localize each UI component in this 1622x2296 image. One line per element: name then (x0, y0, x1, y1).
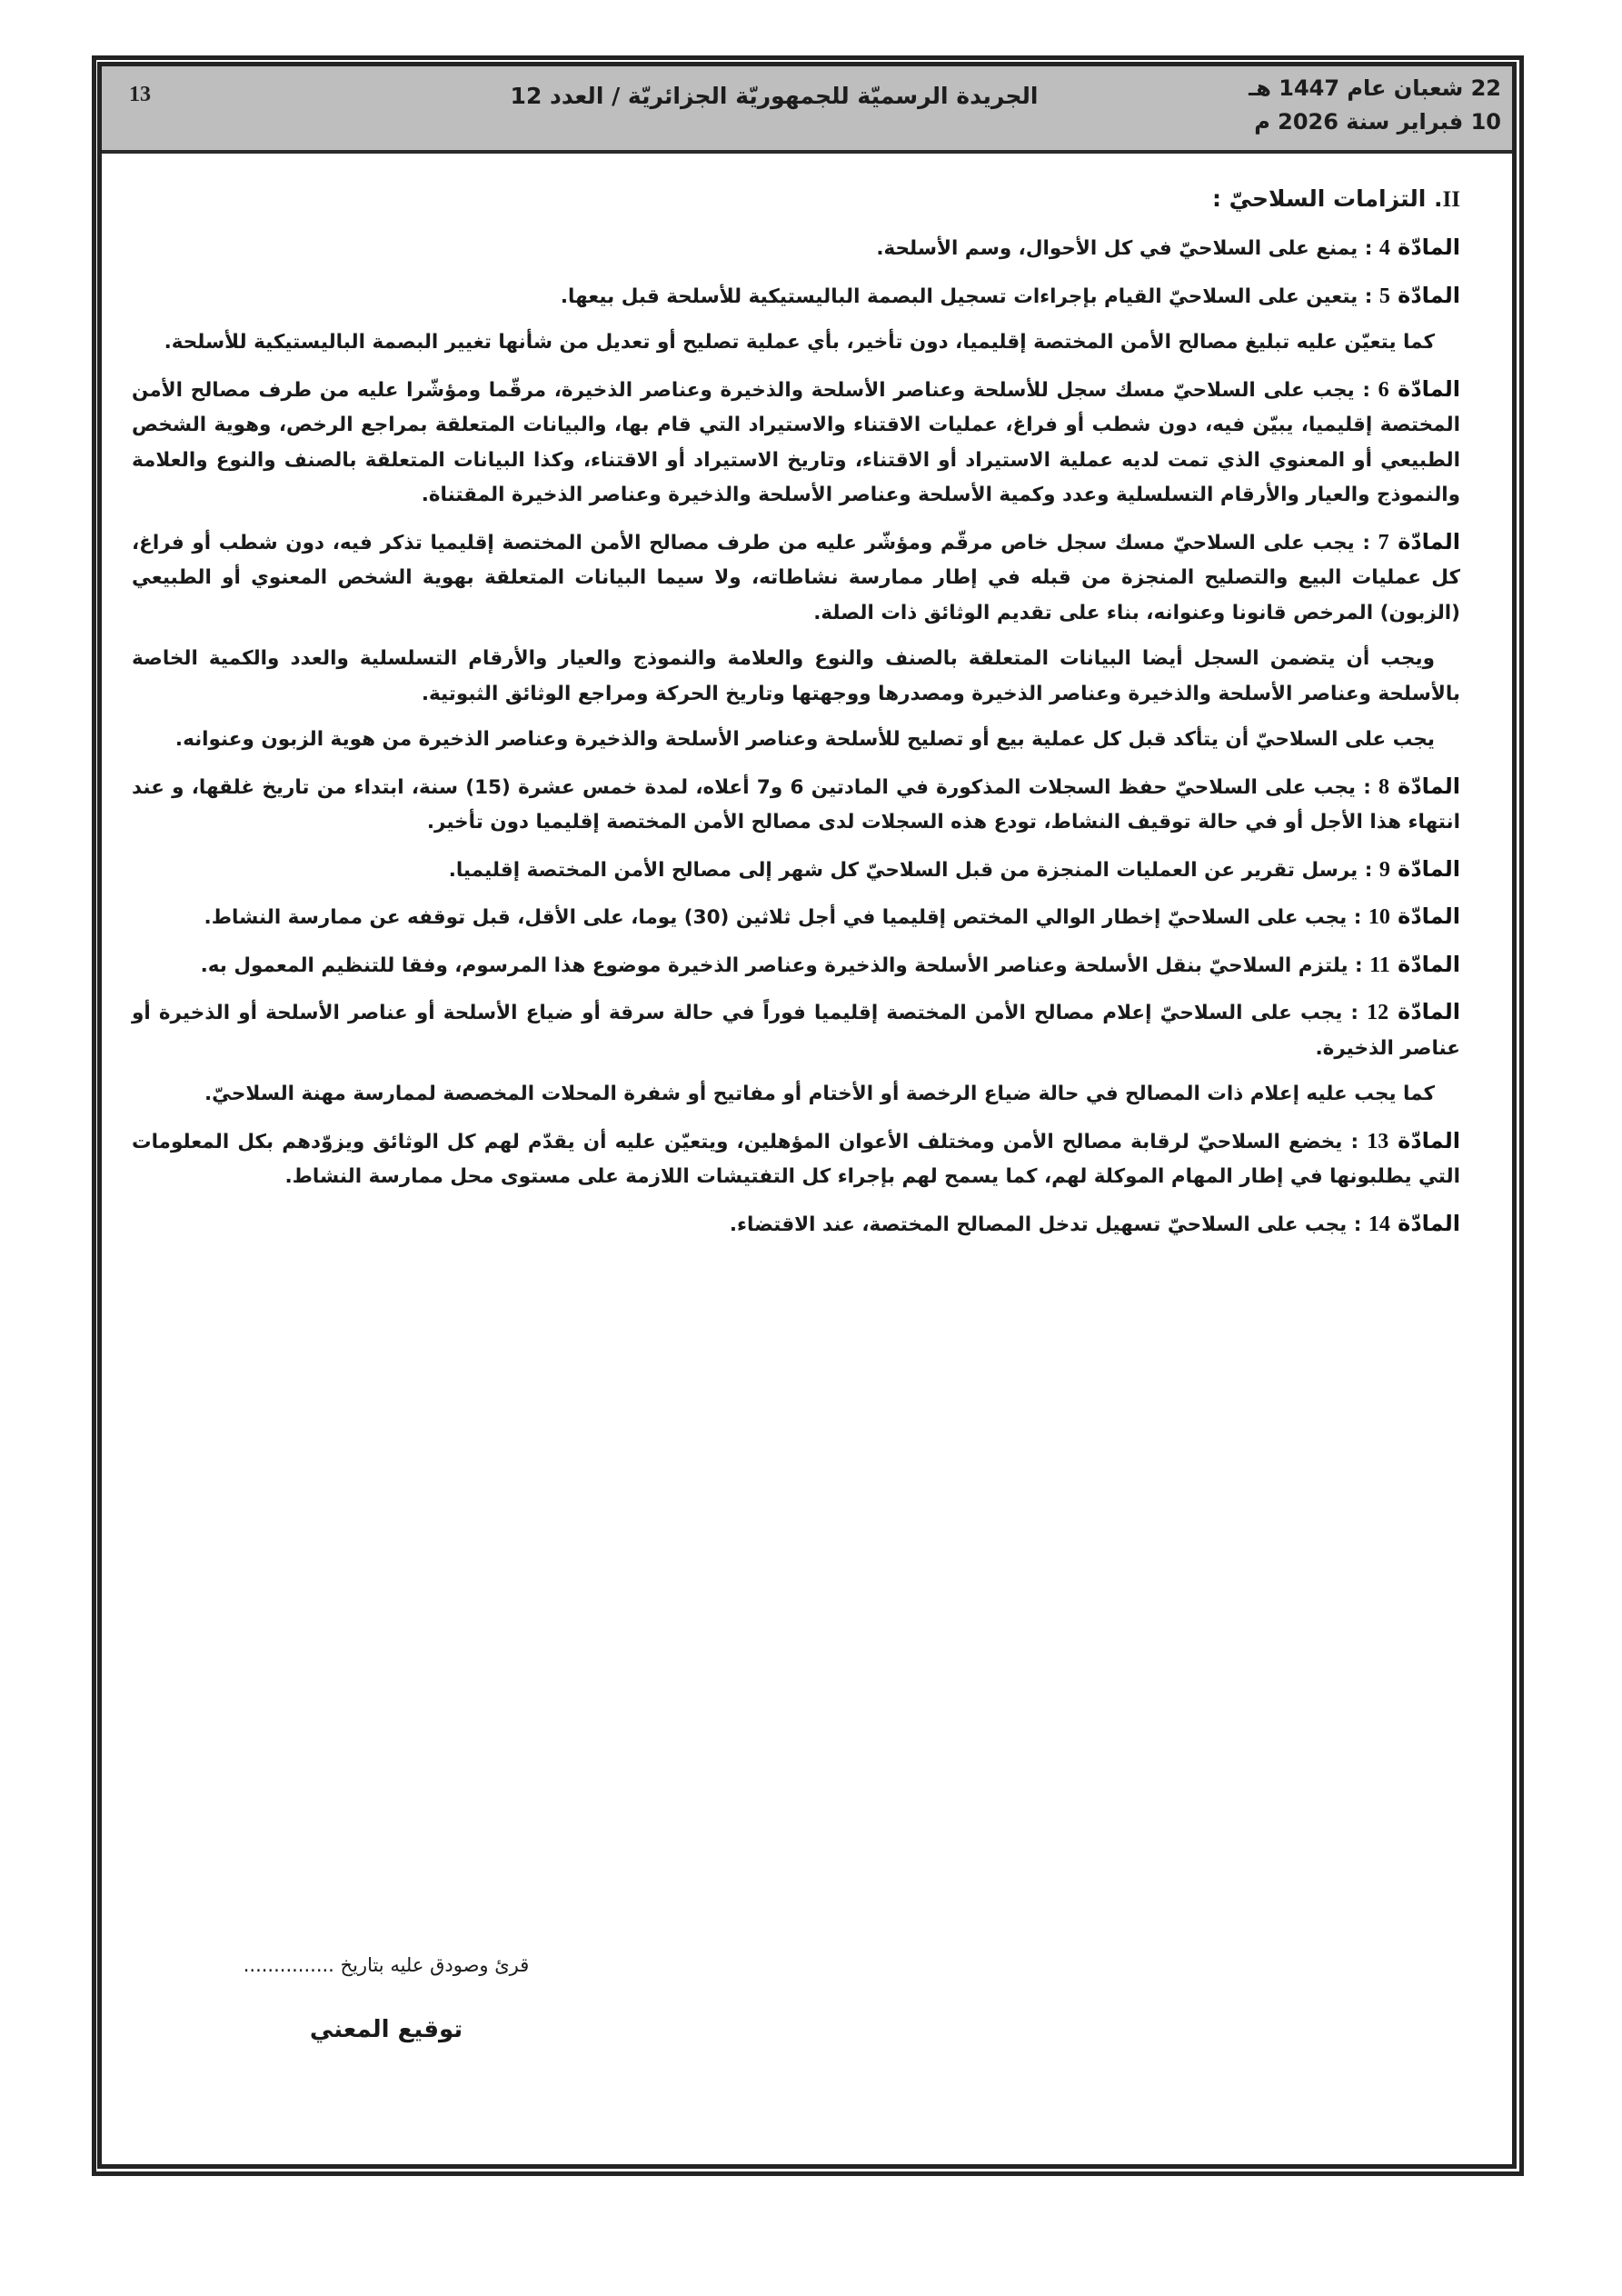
article-7-continuation-1 (132, 642, 1460, 712)
article-text: : يجب على السلاحيّ مسك سجل للأسلحة وعناصر الأسلحة والذخيرة وعناصر الذخيرة، مرقّما ومؤشّرا عليه من طرف مصالح الأمن المختصة إقليميا، يبيّن فيه، دون شطب أو فراغ، عمليات الاقتناء والاستيراد التي قام بها، والبيانات المتعلقة بمراجع الرخص، وهوية الشخص الطبيعي أو المعنوي الذي تمت لديه عملية الاستيراد أو الاقتناء، وتاريخ الاستيراد أو الاقتناء، وكذا البيانات المتعلقة بالصنف والنوع والعلامة والنموذج والعيار والأرقام التسلسلية وعدد وكمية الأسلحة وعناصر الأسلحة والذخيرة وعناصر الذخيرة المقتناة. (132, 378, 1460, 506)
article-label: المادّة 10 (1368, 903, 1460, 929)
article-text: : يجب على السلاحيّ تسهيل تدخل المصالح المختصة، عند الاقتضاء. (729, 1213, 1368, 1236)
article-text: : يمنع على السلاحيّ في كل الأحوال، وسم الأسلحة. (876, 237, 1379, 260)
article-7-continuation-2 (132, 723, 1460, 758)
article-label: المادّة 14 (1368, 1210, 1460, 1236)
article-label: المادّة 11 (1369, 951, 1460, 977)
article-text: : يخضع السلاحيّ لرقابة مصالح الأمن ومختلف الأعوان المؤهلين، ويتعيّن عليه أن يقدّم لهم كل الوثائق ويزوّدهم بكل المعلومات التي يطلبونها في إطار المهام الموكلة لهم، كما يسمح لهم بإجراء كل التفتيشات اللازمة على مستوى محل ممارسة النشاط. (132, 1130, 1460, 1188)
article-7 (132, 524, 1460, 632)
article-14 (132, 1206, 1460, 1243)
article-text: : يرسل تقرير عن العمليات المنجزة من قبل السلاحيّ كل شهر إلى مصالح الأمن المختصة إقليميا. (448, 858, 1379, 882)
article-6 (132, 372, 1460, 514)
article-10 (132, 899, 1460, 936)
section-title: . التزامات السلاحيّ : (1211, 185, 1443, 212)
article-12 (132, 994, 1460, 1066)
read-and-approved-line: قرئ وصودق عليه بتاريخ ............... (243, 1954, 530, 1976)
paragraph-text: ويجب أن يتضمن السجل أيضا البيانات المتعلقة بالصنف والنوع والعلامة والنموذج والعيار والأرقام التسلسلية والعدد والكمية الخاصة بالأسلحة وعناصر الأسلحة والذخيرة وعناصر الذخيرة ومصدرها ووجهتها وتاريخ الحركة ومراجع الوثائق الثبوتية. (132, 647, 1460, 705)
article-label: المادّة 7 (1378, 528, 1461, 554)
article-text: : يجب على السلاحيّ إخطار الوالي المختص إقليميا في أجل ثلاثين (30) يوما، على الأقل، قبل توقفه عن ممارسة النشاط. (204, 906, 1368, 929)
article-label: المادّة 4 (1378, 235, 1460, 260)
page-header (102, 66, 1512, 154)
article-label: المادّة 12 (1367, 999, 1460, 1024)
article-12-continuation (132, 1077, 1460, 1113)
gregorian-date: 10 فبراير سنة 2026 م (1254, 109, 1501, 135)
article-label: المادّة 8 (1378, 773, 1460, 799)
article-4 (132, 230, 1460, 267)
signature-label: توقيع المعني (309, 2016, 463, 2043)
article-13 (132, 1123, 1460, 1195)
article-text: : يلتزم السلاحيّ بنقل الأسلحة وعناصر الأسلحة والذخيرة وعناصر الذخيرة موضوع هذا المرسوم، وفقا للتنظيم المعمول به. (200, 953, 1370, 977)
article-label: المادّة 9 (1378, 855, 1460, 882)
article-text: : يجب على السلاحيّ إعلام مصالح الأمن المختصة إقليميا فوراً في حالة سرقة أو ضياع الأسلحة أو عناصر الأسلحة أو الذخيرة أو عناصر الذخيرة. (132, 1002, 1460, 1060)
article-5 (132, 278, 1460, 315)
article-8 (132, 769, 1460, 841)
hijri-date: 22 شعبان عام 1447 هـ (1249, 75, 1501, 101)
page-number: 13 (129, 83, 151, 106)
article-11 (132, 947, 1460, 984)
article-label: المادّة 6 (1378, 375, 1460, 402)
article-5-continuation (132, 325, 1460, 361)
article-label: المادّة 5 (1378, 282, 1460, 308)
section-numeral: II (1442, 187, 1460, 212)
article-9 (132, 852, 1460, 889)
article-label: المادّة 13 (1367, 1127, 1460, 1153)
header-dates (1249, 72, 1501, 139)
article-text: : يتعين على السلاحيّ القيام بإجراءات تسجيل البصمة الباليستيكية للأسلحة قبل بيعها. (560, 285, 1379, 308)
article-text: : يجب على السلاحيّ حفظ السجلات المذكورة في المادتين 6 و7 أعلاه، لمدة خمس عشرة (15) سنة، ابتداء من تاريخ غلقها، و عند انتهاء هذا الأجل أو في حالة توقيف النشاط، تودع هذه السجلات لدى مصالح الأمن المختصة إقليميا دون تأخير. (132, 775, 1460, 834)
paragraph-text: كما يجب عليه إعلام ذات المصالح في حالة ضياع الرخصة أو الأختام أو مفاتيح أو شفرة المحلات المخصصة لممارسة مهنة السلاحيّ. (204, 1083, 1435, 1105)
document-body (132, 182, 1460, 1253)
paragraph-text: يجب على السلاحيّ أن يتأكد قبل كل عملية بيع أو تصليح للأسلحة وعناصر الأسلحة والذخيرة وعناصر الذخيرة من هوية الزبون وعنوانه. (174, 728, 1435, 751)
paragraph-text: كما يتعيّن عليه تبليغ مصالح الأمن المختصة إقليميا، دون تأخير، بأي عملية تصليح أو تعديل من شأنها تغيير البصمة الباليستيكية للأسلحة. (164, 331, 1435, 354)
journal-title: الجريدة الرسميّة للجمهوريّة الجزائريّة / العدد 12 (510, 83, 1039, 109)
section-heading (132, 182, 1460, 217)
article-text: : يجب على السلاحيّ مسك سجل خاص مرقّم ومؤشّر عليه من طرف مصالح الأمن المختصة إقليميا تذكر فيه، دون شطب أو فراغ، كل عمليات البيع والتصليح المنجزة من قبله في إطار ممارسة نشاطاته، ولا سيما البيانات المتعلقة بهوية الشخص المعنوي أو الطبيعي (الزبون) المرخص قانونا وعنوانه، بناء على تقديم الوثائق ذات الصلة. (132, 531, 1460, 624)
